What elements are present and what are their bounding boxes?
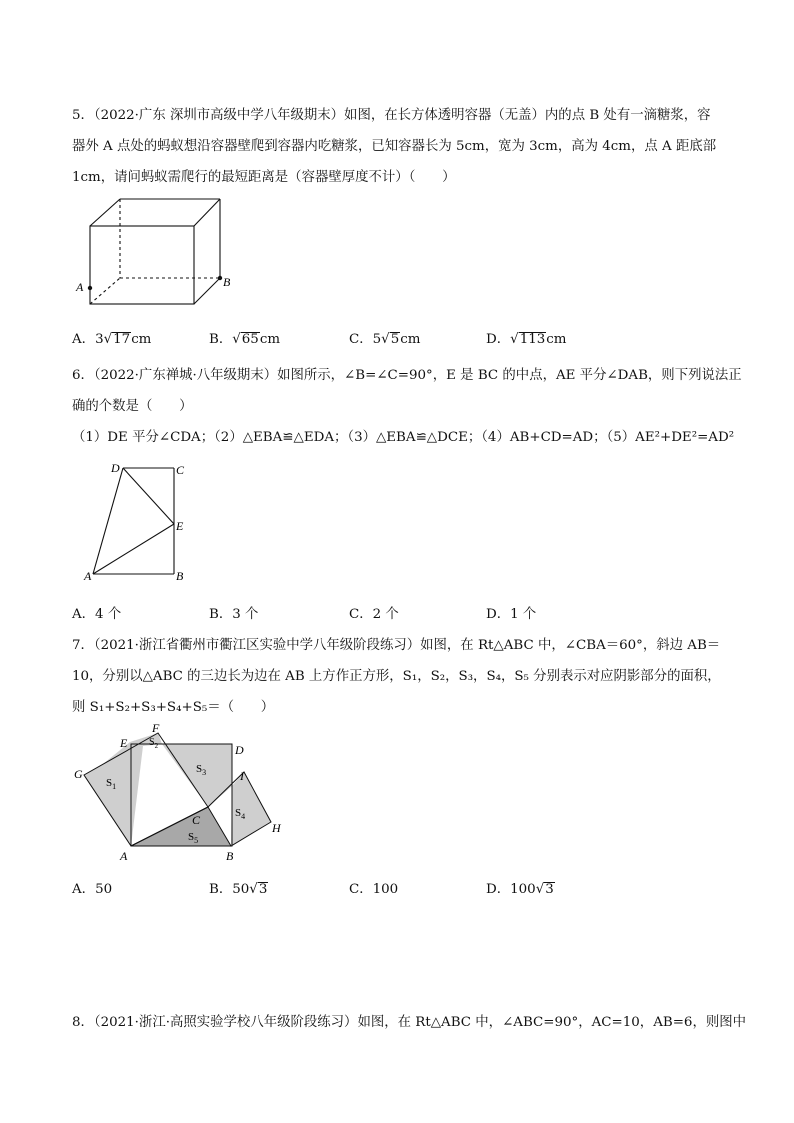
label-s5: $S_5$ [188,831,199,845]
q5-choice-b[interactable]: B．√65cm [209,332,281,347]
label-s2: $S_2$ [149,737,159,750]
label-b: B [223,275,231,289]
label-s4: $S_4$ [235,807,246,821]
q7-choice-c[interactable]: C．100 [349,882,399,897]
q5-text-line2: 器外 A 点处的蚂蚁想沿容器壁爬到容器内吃糖浆，已知容器长为 5cm，宽为 3cm，高为 4cm，点 A 距底部 [72,139,717,154]
q7-squares-figure [70,720,300,866]
label-b: B [226,849,234,863]
label-e: E [176,519,184,533]
shaded-s3 [162,744,232,807]
segment-de [123,468,174,524]
q7-choice-a[interactable]: A．50 [72,882,113,897]
label-a: A [84,569,92,583]
label-d: D [235,743,244,757]
q7-text-line2: 10，分别以△ABC 的三边长为边在 AB 上方作正方形，S₁，S₂，S₃，S₄，S₅ 分别表示对应阴影部分的面积， [72,669,721,684]
sqrt-icon: √ [103,332,113,347]
label-a: A [76,280,84,294]
q5-box-figure [72,196,252,308]
label-c: C [176,463,185,477]
q7-text-line1: 7．（2021·浙江省衢州市衢江区实验中学八年级阶段练习）如图，在 Rt△ABC 中，∠CBA＝60°，斜边 AB＝ [72,638,721,653]
q7-choice-b[interactable]: B．50√3 [209,882,268,897]
label-d: D [111,461,120,475]
box-front-face [90,226,194,304]
q7-text-line3: 则 S₁+S₂+S₃+S₄+S₅＝（ ） [72,700,275,715]
label-s1: $S_1$ [106,777,117,791]
point-b-dot [218,276,222,280]
q5-choice-d[interactable]: D．√113cm [486,332,567,347]
label-i: I [240,769,244,783]
q6-choice-a[interactable]: A．4 个 [72,607,122,622]
box-edge [194,278,220,304]
q5-choice-a[interactable]: A．3√17cm [72,332,152,347]
label-c: C [192,813,201,827]
label-e: E [120,736,128,750]
q6-choice-b[interactable]: B．3 个 [209,607,259,622]
box-edge [90,199,120,226]
box-hidden-edge [90,278,120,304]
q8-text-line1: 8．（2021·浙江·高照实验学校八年级阶段练习）如图，在 Rt△ABC 中，∠ABC=90°，AC=10，AB=6，则图中 [72,1015,747,1030]
point-a-dot [88,286,92,290]
q6-trapezoid-figure [78,458,198,584]
sqrt-icon: √ [510,332,519,347]
q6-text-line3: （1）DE 平分∠CDA；（2）△EBA≌△EDA；（3）△EBA≌△DCE；（4）AB+CD=AD；（5）AE²+DE²=AD² [72,430,735,445]
q6-choice-d[interactable]: D．1 个 [486,607,537,622]
q5-text-line3: 1cm，请问蚂蚁需爬行的最短距离是（容器壁厚度不计）（ ） [72,170,456,185]
shaded-s1 [84,742,143,846]
label-h: H [272,821,281,835]
label-a: A [120,849,128,863]
sqrt-icon: √ [381,332,390,347]
box-edge [194,199,220,226]
q5-choice-c[interactable]: C．5√5cm [349,332,421,347]
q6-choice-c[interactable]: C．2 个 [349,607,399,622]
q6-text-line1: 6．（2022·广东禅城·八年级期末）如图所示，∠B=∠C=90°，E 是 BC 的中点，AE 平分∠DAB，则下列说法正 [72,368,742,383]
label-g: G [74,767,83,781]
q6-text-line2: 确的个数是（ ） [72,399,193,414]
sqrt-icon: √ [535,882,545,897]
label-s3: $S_3$ [196,763,207,777]
label-f: F [152,721,160,735]
q7-choice-d[interactable]: D．100√3 [486,882,554,897]
sqrt-icon: √ [249,882,258,897]
label-b: B [176,569,184,583]
shaded-s5 [131,807,231,846]
sqrt-icon: √ [232,332,241,347]
q5-text-line1: 5．（2022·广东 深圳市高级中学八年级期末）如图，在长方体透明容器（无盖）内的点 B 处有一滴糖浆，容 [72,108,711,123]
